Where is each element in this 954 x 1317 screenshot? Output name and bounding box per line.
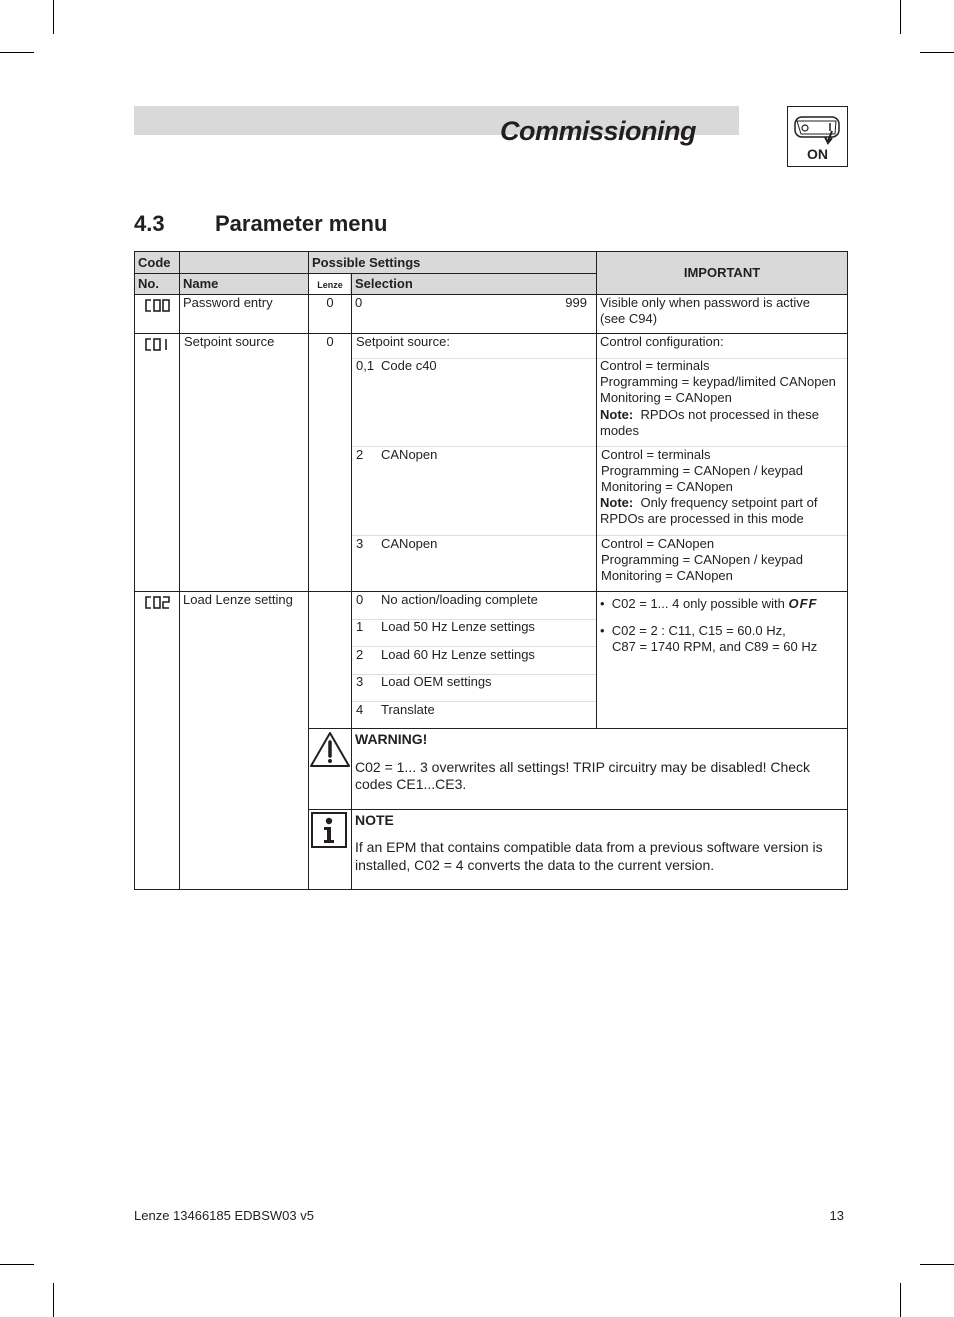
c01-lenze-default: 0: [326, 334, 334, 349]
c01-important-line: Control = CANopen: [601, 536, 715, 551]
header-lenze: Lenze: [317, 280, 343, 290]
code-c02-icon: [144, 595, 171, 610]
c02-option-label: Load 60 Hz Lenze settings: [381, 647, 535, 662]
c01-important-line: Programming = keypad/limited CANopen: [600, 374, 836, 389]
c01-important-note: modes: [600, 423, 640, 438]
footer-page-number: 13: [829, 1208, 844, 1223]
header-selection: Selection: [355, 276, 413, 291]
note-text: If an EPM that contains compatible data from a previous software version is: [355, 839, 823, 855]
c01-option-label: CANopen: [381, 447, 438, 462]
off-display-code: OFF: [788, 596, 818, 611]
code-c00-icon: [144, 298, 171, 313]
table-rule: [179, 252, 180, 889]
c01-important-line: Monitoring = CANopen: [601, 568, 733, 583]
note-title: NOTE: [355, 812, 394, 828]
c01-important-title: Control configuration:: [600, 334, 724, 349]
c02-option-label: Translate: [381, 702, 435, 717]
note-label: Note:: [600, 495, 634, 510]
c00-selection-max: 999: [565, 295, 587, 310]
c00-selection-min: 0: [355, 295, 363, 310]
c01-name: Setpoint source: [184, 334, 275, 349]
info-icon: [311, 812, 347, 848]
c01-option-label: CANopen: [381, 536, 438, 551]
header-possible-settings: Possible Settings: [312, 255, 421, 270]
c01-important-line: Programming = CANopen / keypad: [601, 552, 803, 567]
bullet-text: C02 = 2 : C11, C15 = 60.0 Hz,: [611, 623, 786, 638]
c02-important-bullet: • C02 = 2 : C11, C15 = 60.0 Hz,: [600, 623, 786, 638]
table-rule: [596, 252, 597, 728]
c01-important-line: Monitoring = CANopen: [600, 390, 732, 405]
parameter-table: [134, 251, 848, 890]
c02-important-bullet: • C02 = 1... 4 only possible with OFF: [600, 596, 818, 611]
c02-name: Load Lenze setting: [183, 592, 293, 607]
bullet-text: C02 = 1... 4 only possible with: [611, 596, 785, 611]
c00-name: Password entry: [183, 295, 273, 310]
c00-important-line: Visible only when password is active: [600, 295, 811, 310]
c02-option-label: Load OEM settings: [381, 674, 492, 689]
note-label: Note:: [600, 407, 634, 422]
c02-option-value: 4: [356, 702, 364, 717]
power-switch-icon: [787, 106, 848, 167]
c01-important-note: RPDOs are processed in this mode: [600, 511, 804, 526]
c01-important-line: Monitoring = CANopen: [601, 479, 733, 494]
crop-mark: [53, 0, 54, 34]
crop-mark: [920, 1264, 954, 1265]
c01-option-value: 3: [356, 536, 364, 551]
c02-option-value: 1: [356, 619, 364, 634]
c01-option-label: Code c40: [381, 358, 437, 373]
note-text: RPDOs not processed in these: [640, 407, 819, 422]
warning-text: C02 = 1... 3 overwrites all settings! TRIP circuitry may be disabled! Check: [355, 759, 811, 775]
c01-important-line: Programming = CANopen / keypad: [601, 463, 803, 478]
c00-important-line: (see C94): [600, 311, 658, 326]
table-rule: [351, 273, 352, 889]
crop-mark: [0, 52, 34, 53]
table-rule: [308, 728, 847, 729]
c01-important-line: Control = terminals: [600, 358, 710, 373]
c00-lenze-default: 0: [326, 295, 334, 310]
crop-mark: [53, 1283, 54, 1317]
c02-option-label: No action/loading complete: [381, 592, 538, 607]
header-no: No.: [138, 276, 159, 291]
c02-option-value: 0: [356, 592, 364, 607]
warning-title: WARNING!: [355, 731, 428, 747]
c01-option-value: 0,1: [356, 358, 375, 373]
warning-triangle-icon: [309, 730, 351, 770]
c02-important-bullet-cont: C87 = 1740 RPM, and C89 = 60 Hz: [612, 639, 818, 654]
header-important: IMPORTANT: [683, 265, 761, 280]
section-title: Parameter menu: [215, 211, 388, 236]
c01-option-value: 2: [356, 447, 364, 462]
crop-mark: [900, 1283, 901, 1317]
c01-selection-title: Setpoint source:: [356, 334, 450, 349]
table-rule: [135, 273, 597, 274]
table-rule: [308, 809, 847, 810]
switch-on-label: ON: [807, 146, 828, 162]
header-code: Code: [138, 255, 171, 270]
c02-option-value: 2: [356, 647, 364, 662]
warning-text: codes CE1...CE3.: [355, 776, 467, 792]
note-text: installed, C02 = 4 converts the data to the current version.: [355, 857, 715, 873]
header-name: Name: [183, 276, 219, 291]
c02-option-value: 3: [356, 674, 364, 689]
footer-document-id: Lenze 13466185 EDBSW03 v5: [134, 1208, 314, 1223]
crop-mark: [920, 52, 954, 53]
c01-important-note: [600, 407, 819, 423]
c02-option-label: Load 50 Hz Lenze settings: [381, 619, 535, 634]
section-number: 4.3: [134, 211, 165, 236]
chapter-title: Commissioning: [500, 116, 697, 146]
code-c01-icon: [144, 337, 171, 352]
c01-important-note: [600, 495, 818, 511]
c01-important-line: Control = terminals: [601, 447, 711, 462]
crop-mark: [0, 1264, 34, 1265]
crop-mark: [900, 0, 901, 34]
note-text: Only frequency setpoint part of: [640, 495, 818, 510]
